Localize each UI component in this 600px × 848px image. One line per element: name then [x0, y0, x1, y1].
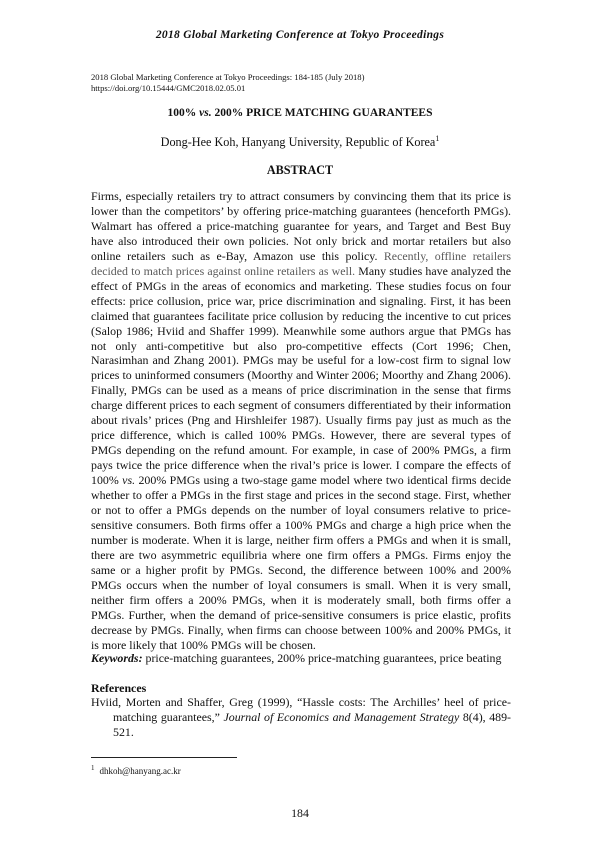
- citation-line: 2018 Global Marketing Conference at Tokyo Proceedings: 184-185 (July 2018): [91, 72, 365, 82]
- keywords-label: Keywords:: [91, 651, 143, 665]
- abstract-text-b: Many studies have analyzed the effect of PMGs in the areas of economics and marketing. These studies focus on four effects: price collusion, price war, price discrimination and signaling. First, it has been claimed that guarantees facilitate price collusion by reducing the incentive to cut prices (Salop 1986; Hviid and Shaffer 1999). Meanwhile some authors argue that PMGs has not only anti-competitive but also pro-competitive effects (Cort 1996; Chen, Narasimhan and Zhang 2001). PMGs may be useful for a low-cost firm to signal low prices to uninformed consumers (Moorthy and Winter 2006; Moorthy and Zhang 2006). Finally, PMGs can be used as a means of price discrimination in the sense that firms charge different prices to each segment of consumers differentiated by their information about rivals’ prices (Png and Hirshleifer 1987). Usually firms pay just as much as the price difference, which is called 100% PMGs. However, there are several types of PMGs depending on the refund amount. For example, in case of 200% PMGs, a firm pays twice the price difference when the rival’s price is lower. I compare the effects of 100%: [91, 263, 511, 488]
- title-part1: 100%: [167, 107, 200, 119]
- footnote: [91, 764, 181, 776]
- author-line: [0, 134, 600, 150]
- reference-journal: Journal of Economics and Management Strategy: [223, 710, 460, 724]
- footnote-email[interactable]: dhkoh@hanyang.ac.kr: [99, 766, 181, 776]
- abstract-vs: vs.: [122, 473, 136, 488]
- abstract-text-a: Firms, especially retailers try to attract consumers by convincing them that its price is lower than the competitors’ by offering price-matching guarantees (henceforth PMGs). Walmart has offered a price-matching guarantee for years, and Target and Best Buy have also introduced their own policies. Not only brick and mortar retailers but also online retailers such as e-Bay, Amazon use this policy.: [91, 189, 511, 263]
- running-header: 2018 Global Marketing Conference at Tokyo Proceedings: [155, 29, 445, 41]
- paper-title: [0, 107, 600, 119]
- keywords-text: price-matching guarantees, 200% price-matching guarantees, price beating: [142, 651, 502, 665]
- page-number: 184: [291, 806, 309, 820]
- abstract-heading: ABSTRACT: [266, 163, 334, 177]
- doi-link[interactable]: https://doi.org/10.15444/GMC2018.02.05.01: [91, 83, 246, 93]
- citation-block: [91, 72, 511, 94]
- abstract-body: [91, 189, 511, 653]
- author-footnote-mark: 1: [435, 134, 440, 143]
- reference-before: Hviid, Morten and Shaffer, Greg (1999), “Hassle costs: The Archilles’ heel of price-matching guarantees,”: [91, 695, 511, 724]
- title-part2: 200% PRICE MATCHING GUARANTEES: [211, 107, 433, 119]
- reference-after: 8(4), 489-521.: [113, 710, 511, 739]
- author-text: Dong-Hee Koh, Hanyang University, Republic of Korea: [160, 135, 436, 150]
- abstract-text-grey: Recently, offline retailers decided to match prices against online retailers as well.: [91, 248, 511, 278]
- footnote-mark: 1: [91, 764, 95, 772]
- abstract-text-c: 200% PMGs using a two-stage game model where two identical firms decide whether to offer a PMGs in the first stage and prices in the second stage. First, whether or not to offer a PMGs depends on the number of loyal consumers relative to price-sensitive consumers. Both firms offer a 100% PMGs and charge a high price when the number is moderate. When it is large, neither firm offers a PMGs and when it is small, there are two asymmetric equilibria where one firm offers a PMGs. Firms enjoy the same or a higher profit by PMGs. Second, the difference between 100% and 200% PMGs occurs when the number of loyal consumers is small. When it is very small, neither firm offers a 200% PMGs, when it is moderately small, both firms offer a PMGs. Further, when the demand of price-sensitive consumers is price elastic, profits decrease by PMGs. Finally, when firms can choose between 100% and 200% PMGs, it is more likely that 100% PMGs will be chosen.: [91, 473, 511, 652]
- reference-item: [91, 695, 511, 740]
- keywords: [91, 651, 511, 666]
- footnote-divider: [91, 757, 237, 758]
- title-vs: vs.: [199, 107, 212, 119]
- references-heading: References: [91, 681, 147, 695]
